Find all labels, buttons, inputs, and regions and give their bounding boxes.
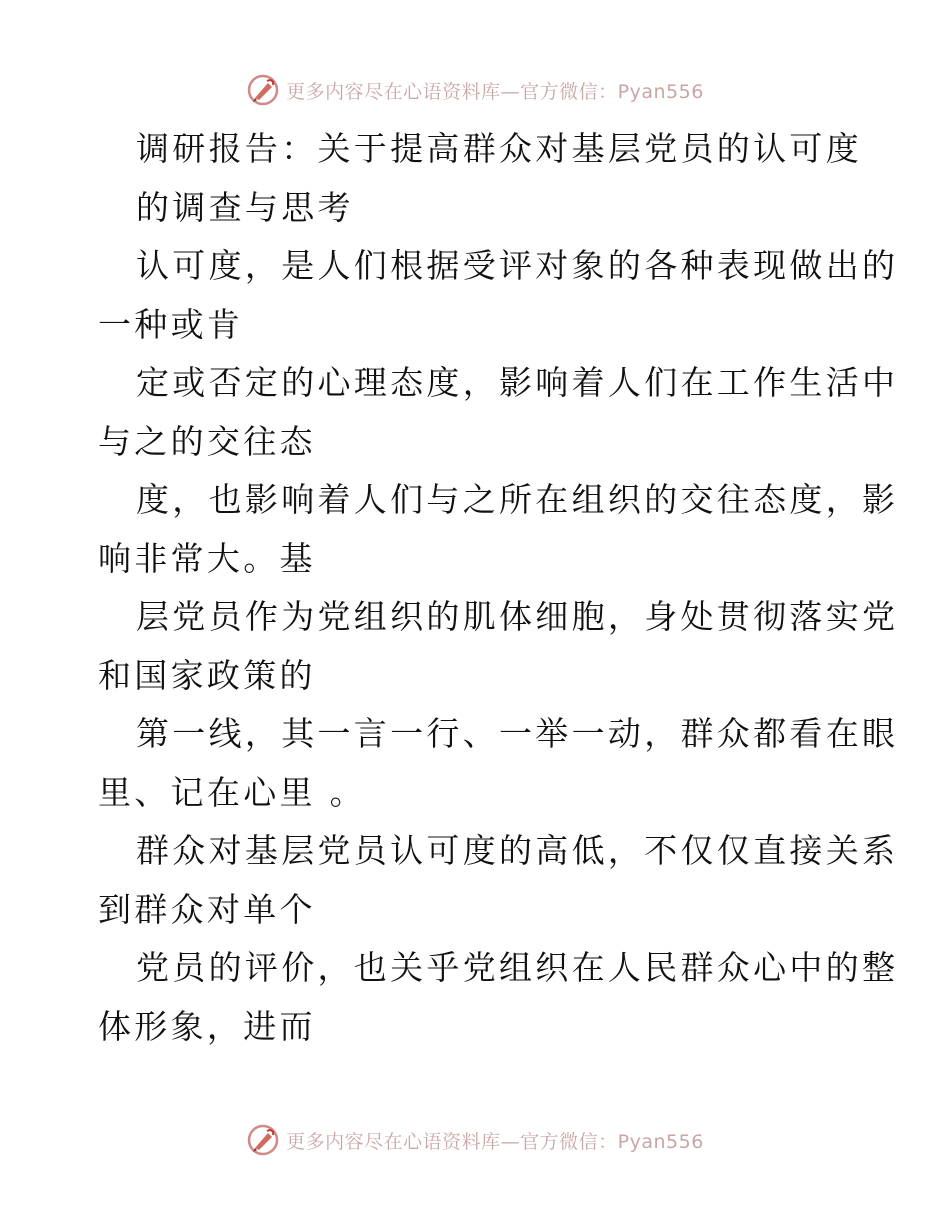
doc-line: 和国家政策的 [98,655,316,695]
doc-line: 群众对基层党员认可度的高低，不仅仅直接关系 [136,831,899,870]
doc-line-title-2: 的调查与思考 [136,187,354,227]
header-banner-label: 更多内容尽在心语资料库—官方微信： [286,80,618,103]
header-banner-text [286,77,704,104]
doc-line: 定或否定的心理态度，影响着人们在工作生活中 [136,363,899,402]
doc-line: 层党员作为党组织的肌体细胞，身处贯彻落实党 [136,597,899,636]
doc-line: 响非常大。基 [98,538,316,578]
doc-line: 到群众对单个 [98,889,316,929]
footer-banner [0,1120,950,1160]
doc-line: 与之的交往态 [98,421,316,461]
doc-line: 体形象，进而 [98,1006,316,1046]
pen-nib-logo-icon [246,73,280,107]
footer-wechat-id: Pyan556 [617,1130,704,1153]
doc-line: 一种或肯 [98,304,244,344]
doc-line: 度，也影响着人们与之所在组织的交往态度，影 [136,480,899,519]
doc-line: 党员的评价，也关乎党组织在人民群众心中的整 [136,948,899,987]
doc-line: 里、记在心里 。 [98,772,366,812]
footer-banner-text [286,1127,704,1154]
pen-nib-logo-icon [246,1123,280,1157]
doc-line: 认可度，是人们根据受评对象的各种表现做出的 [136,246,899,285]
doc-line-title-1: 调研报告：关于提高群众对基层党员的认可度 [136,129,862,168]
header-banner [0,70,950,110]
doc-line: 第一线，其一言一行、一举一动，群众都看在眼 [136,714,899,753]
footer-banner-label: 更多内容尽在心语资料库—官方微信： [286,1130,618,1153]
header-wechat-id: Pyan556 [617,80,704,103]
document-body [98,120,899,1056]
